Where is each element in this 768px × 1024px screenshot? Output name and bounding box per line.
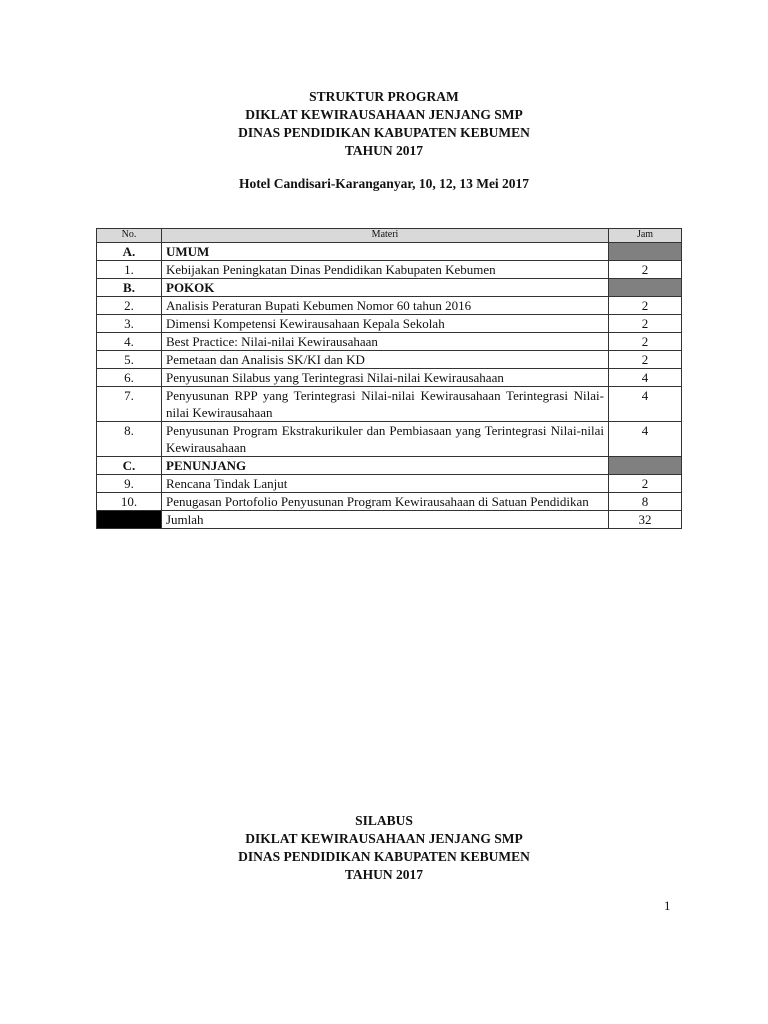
row-jam: 2	[609, 351, 682, 369]
table-row	[97, 261, 682, 279]
row-materi: Penugasan Portofolio Penyusunan Program Kewirausahaan di Satuan Pendidikan	[162, 493, 609, 511]
row-no: 8.	[97, 422, 162, 457]
row-no: 5.	[97, 351, 162, 369]
row-materi: Best Practice: Nilai-nilai Kewirausahaan	[162, 333, 609, 351]
section-no: B.	[97, 279, 162, 297]
row-materi: Pemetaan dan Analisis SK/KI dan KD	[162, 351, 609, 369]
section-no: C.	[97, 457, 162, 475]
total-no-shade	[97, 511, 162, 529]
row-materi: Kebijakan Peningkatan Dinas Pendidikan Kabupaten Kebumen	[162, 261, 609, 279]
row-materi: Rencana Tindak Lanjut	[162, 475, 609, 493]
silabus-line-4: TAHUN 2017	[344, 867, 424, 882]
title-line-4: TAHUN 2017	[344, 143, 424, 158]
row-no: 1.	[97, 261, 162, 279]
row-jam: 4	[609, 387, 682, 422]
section-row-umum	[97, 243, 682, 261]
row-materi: Penyusunan Program Ekstrakurikuler dan Pembiasaan yang Terintegrasi Nilai-nilai Kewirausahaan	[162, 422, 609, 457]
row-jam: 4	[609, 422, 682, 457]
table-row	[97, 351, 682, 369]
section-row-penunjang	[97, 457, 682, 475]
col-header-no: No.	[97, 229, 162, 243]
table-row	[97, 315, 682, 333]
silabus-line-3: DINAS PENDIDIKAN KABUPATEN KEBUMEN	[238, 849, 530, 864]
section-jam-shade	[609, 243, 682, 261]
table-row	[97, 333, 682, 351]
section-jam-shade	[609, 457, 682, 475]
table-row	[97, 297, 682, 315]
col-header-jam: Jam	[609, 229, 682, 243]
table-row	[97, 422, 682, 457]
table-row	[97, 369, 682, 387]
program-structure-table	[96, 228, 682, 529]
row-jam: 2	[609, 333, 682, 351]
table-row	[97, 387, 682, 422]
row-materi: Analisis Peraturan Bupati Kebumen Nomor 60 tahun 2016	[162, 297, 609, 315]
document-title	[0, 88, 768, 160]
silabus-line-1: SILABUS	[355, 813, 413, 828]
silabus-line-2: DIKLAT KEWIRAUSAHAAN JENJANG SMP	[245, 831, 523, 846]
row-materi: Dimensi Kompetensi Kewirausahaan Kepala Sekolah	[162, 315, 609, 333]
table-header-row	[97, 229, 682, 243]
title-line-2: DIKLAT KEWIRAUSAHAAN JENJANG SMP	[245, 107, 523, 122]
total-row	[97, 511, 682, 529]
col-header-materi: Materi	[162, 229, 609, 243]
total-label: Jumlah	[162, 511, 609, 529]
row-jam: 2	[609, 315, 682, 333]
venue-line: Hotel Candisari-Karanganyar, 10, 12, 13 Mei 2017	[238, 176, 530, 191]
section-no: A.	[97, 243, 162, 261]
section-label: POKOK	[162, 279, 609, 297]
table-row	[97, 475, 682, 493]
row-materi: Penyusunan RPP yang Terintegrasi Nilai-nilai Kewirausahaan Terintegrasi Nilai-nilai Kewirausahaan	[162, 387, 609, 422]
row-no: 9.	[97, 475, 162, 493]
row-jam: 2	[609, 475, 682, 493]
row-no: 10.	[97, 493, 162, 511]
row-jam: 8	[609, 493, 682, 511]
row-no: 3.	[97, 315, 162, 333]
row-jam: 4	[609, 369, 682, 387]
row-no: 4.	[97, 333, 162, 351]
row-jam: 2	[609, 297, 682, 315]
page-number: 1	[664, 898, 671, 913]
row-no: 2.	[97, 297, 162, 315]
silabus-title	[0, 812, 768, 884]
row-materi: Penyusunan Silabus yang Terintegrasi Nilai-nilai Kewirausahaan	[162, 369, 609, 387]
row-no: 6.	[97, 369, 162, 387]
title-line-3: DINAS PENDIDIKAN KABUPATEN KEBUMEN	[238, 125, 530, 140]
section-label: UMUM	[162, 243, 609, 261]
table-row	[97, 493, 682, 511]
section-row-pokok	[97, 279, 682, 297]
row-no: 7.	[97, 387, 162, 422]
total-jam: 32	[609, 511, 682, 529]
section-jam-shade	[609, 279, 682, 297]
section-label: PENUNJANG	[162, 457, 609, 475]
row-jam: 2	[609, 261, 682, 279]
title-line-1: STRUKTUR PROGRAM	[309, 89, 459, 104]
